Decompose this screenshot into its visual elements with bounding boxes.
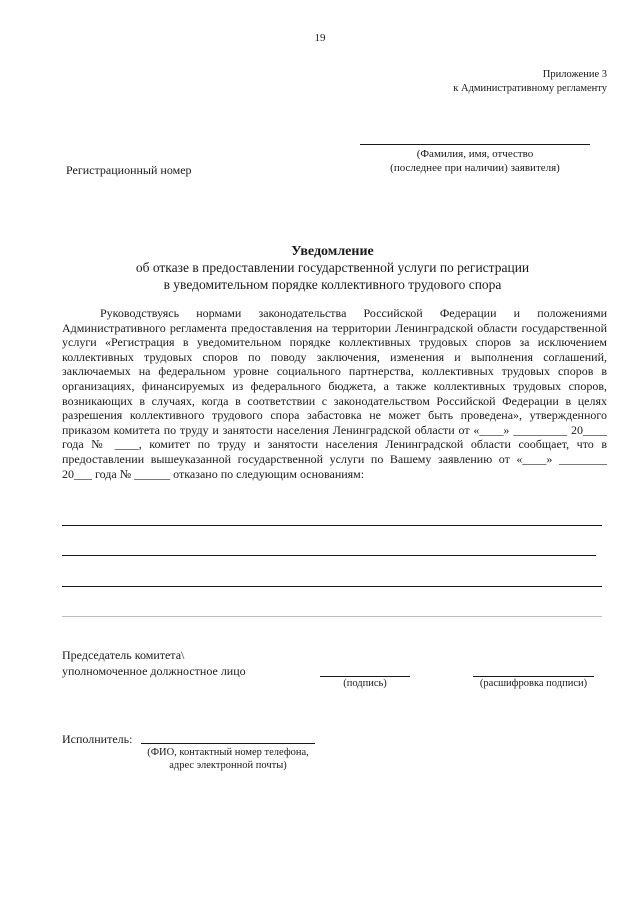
grounds-line-2 (62, 555, 596, 556)
notice-body-text: Руководствуясь нормами законодательства Российской Федерации и положениями Административного регламента предоставления на территории Ленинградской области государственной услуги «Регистрация в уведомительном порядке коллективных трудовых споров за исключением коллективных трудовых споров по поводу заключения, изменения и выполнения соглашений, заключаемых на федеральном уровне социального партнерства, коллективных трудовых споров в организациях, финансируемых из федерального бюджета, а также коллективных трудовых споров, возникающих в случаях, когда в соответствии с законодательством Российской Федерации в целях разрешения коллективного трудового спора забастовка не может быть проведена», утвержденного приказом комитета по труду и занятости населения Ленинградской области от «____» _________ 20____ года № ____, комитет по труду и занятости населения Ленинградской области сообщает, что в предоставлении вышеуказанной государственной услуги по Вашему заявлению от «____» ________ 20___ года № ______ отказано по следующим основаниям: (62, 306, 607, 481)
notice-subtitle-line-2: в уведомительном порядке коллективного трудового спора (163, 276, 502, 292)
applicant-caption-line-1: (Фамилия, имя, отчество (416, 148, 534, 160)
signatory-title (62, 647, 246, 679)
signatory-line-1: Председатель комитета\ (62, 648, 185, 662)
appendix-line-1: Приложение 3 (542, 69, 607, 80)
signature-decoding-caption: (расшифровка подписи) (479, 678, 588, 689)
executor-label: Исполнитель: (62, 732, 133, 746)
appendix-header (453, 68, 607, 96)
applicant-name-line (360, 144, 590, 145)
signature-decoding-line (473, 676, 594, 677)
signature-caption: (подпись) (343, 678, 387, 689)
executor-caption (141, 746, 315, 772)
notice-title-block (60, 243, 605, 293)
signature-line (320, 676, 410, 677)
signatory-line-2: уполномоченное должностное лицо (62, 664, 246, 678)
page-number: 19 (314, 32, 326, 44)
grounds-line-1 (62, 525, 602, 526)
executor-line (141, 743, 315, 744)
applicant-caption (360, 147, 590, 175)
grounds-line-3 (62, 586, 602, 587)
executor-caption-line-2: адрес электронной почты) (169, 760, 287, 771)
executor-caption-line-1: (ФИО, контактный номер телефона, (147, 747, 309, 758)
applicant-caption-line-2: (последнее при наличии) заявителя) (390, 162, 560, 174)
grounds-line-4 (62, 616, 602, 617)
notice-title: Уведомление (291, 244, 374, 259)
registration-number-label: Регистрационный номер (66, 163, 192, 177)
notice-subtitle-line-1: об отказе в предоставлении государственной услуги по регистрации (135, 260, 530, 275)
appendix-line-2: к Административному регламенту (453, 83, 607, 94)
